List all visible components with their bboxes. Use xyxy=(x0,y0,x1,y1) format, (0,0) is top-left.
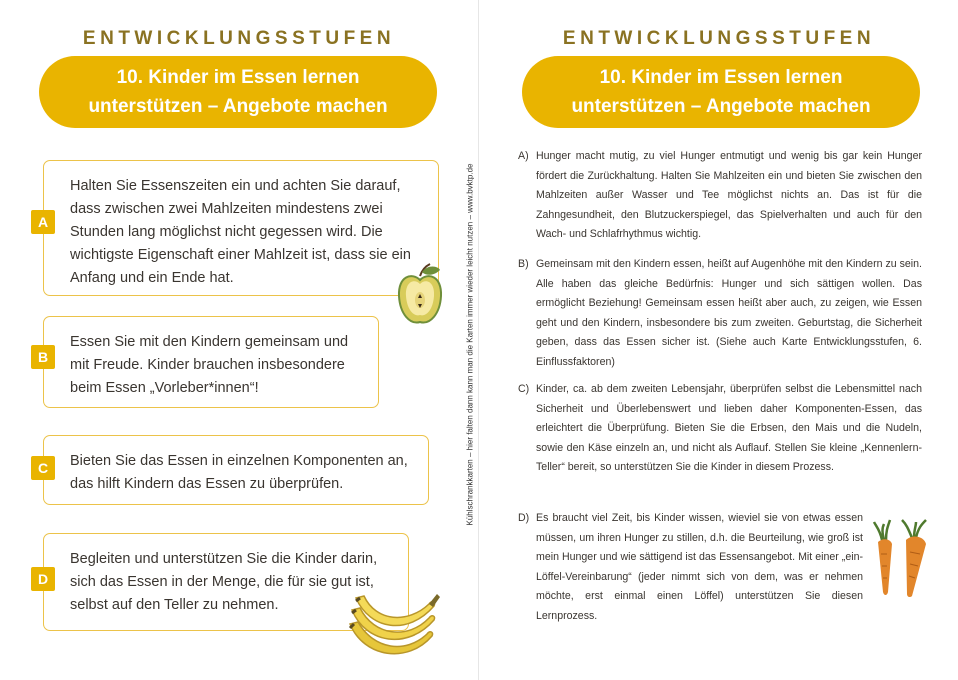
list-item-d xyxy=(518,509,863,626)
left-title-line2: unterstützen – Angebote machen xyxy=(88,96,388,117)
card-b-badge: B xyxy=(31,345,55,369)
list-item-a-letter: A) xyxy=(518,150,529,162)
list-item-d-text: Es braucht viel Zeit, bis Kinder wissen, wieviel sie von etwas essen müssen, um ihren Hunger zu stillen, d.h. die Beurteilung, wie groß ist mein Hunger und wie sättigend ist das Essensangebot. Mit einer „ein-Löffel-Vereinbarung“ (jeder nimmt sich von dem, was er nehmen möchte, erst einmal einen Löffel) unterstützen Sie diesen Lernprozess. xyxy=(536,512,863,622)
card-a-text: Halten Sie Essenszeiten ein und achten Sie darauf, dass zwischen zwei Mahlzeiten mindestens zwei Stunden lang möglichst nicht gegessen wird. Die wichtigste Eigenschaft einer Mahlzeit ist, dass sie ein Anfang und ein Ende hat. xyxy=(70,178,411,286)
fold-line xyxy=(478,0,479,680)
left-heading: ENTWICKLUNGSSTUFEN xyxy=(82,28,396,49)
card-b-text: Essen Sie mit den Kindern gemeinsam und mit Freude. Kinder brauchen insbesondere beim Essen „Vorleber*innen“! xyxy=(70,334,349,396)
bananas-icon xyxy=(344,584,442,670)
list-item-a xyxy=(518,147,922,245)
list-item-a-text: Hunger macht mutig, zu viel Hunger entmutigt und wenig bis gar kein Hunger fördert die Zurückhaltung. Halten Sie Mahlzeiten ein und bieten Sie zwischen den Mahlzeiten außer Wasser und Tee möglichst nichts an. Das ist für die Zahngesundheit, den Blutzuckerspiegel, das Spielverhalten und auch für den Wach- und Schlafrhythmus wichtig. xyxy=(536,150,922,240)
right-title-line1: 10. Kinder im Essen lernen xyxy=(599,67,843,88)
list-item-c-text: Kinder, ca. ab dem zweiten Lebensjahr, überprüfen selbst die Lebensmittel nach Sicherheit und Überlebenswert und lieben daher Komponenten-Essen, das erleichtert die Überprüfung. Bieten Sie die Erbsen, den Mais und die Nudeln, sowie den Käse einzeln an, und nicht als Auflauf. Stellen Sie kleine „Kennenlern-Teller“ bereit, so unterstützen Sie die Kinder in diesem Prozess. xyxy=(536,383,922,473)
card-c-badge: C xyxy=(31,456,55,480)
card-d-badge: D xyxy=(31,567,55,591)
right-title-line2: unterstützen – Angebote machen xyxy=(571,96,871,117)
card-a-badge: A xyxy=(31,210,55,234)
list-item-d-letter: D) xyxy=(518,512,530,524)
list-item-b-text: Gemeinsam mit den Kindern essen, heißt auf Augenhöhe mit den Kindern zu sein. Alle haben das gleiche Bedürfnis: Hunger und sich sättigen wollen. Das ermöglicht Beziehung! Gemeinsam essen heißt aber auch, zu zeigen, wie Essen geht und den Kindern, insbesondere bis zum zweiten. Geburtstag, die Sicherheit geben, dass das Essen sicher ist. (Siehe auch Karte Entwicklungsstufen, 6. Einflussfaktoren) xyxy=(536,258,922,368)
list-item-c xyxy=(518,380,922,478)
list-item-c-letter: C) xyxy=(518,383,530,395)
card-c-text: Bieten Sie das Essen in einzelnen Komponenten an, das hilft Kindern das Essen zu überprüfen. xyxy=(70,453,408,492)
card-d-text: Begleiten und unterstützen Sie die Kinder darin, sich das Essen in der Menge, die für sie gut ist, selbst auf den Teller zu nehmen. xyxy=(70,551,378,613)
list-item-b-letter: B) xyxy=(518,258,529,270)
right-title-banner xyxy=(522,56,920,128)
list-item-b xyxy=(518,255,922,372)
card-c xyxy=(43,435,429,505)
card-a xyxy=(43,160,439,296)
left-title-banner xyxy=(39,56,437,128)
apple-icon xyxy=(396,262,444,328)
side-note: Kühlschrankkarten – hier falten dann kann man die Karten immer wieder leicht nutzen – www.bvktp.de xyxy=(465,163,475,526)
card-b xyxy=(43,316,379,408)
right-heading: ENTWICKLUNGSSTUFEN xyxy=(562,28,876,49)
carrots-icon xyxy=(872,518,944,598)
left-title-line1: 10. Kinder im Essen lernen xyxy=(116,67,360,88)
